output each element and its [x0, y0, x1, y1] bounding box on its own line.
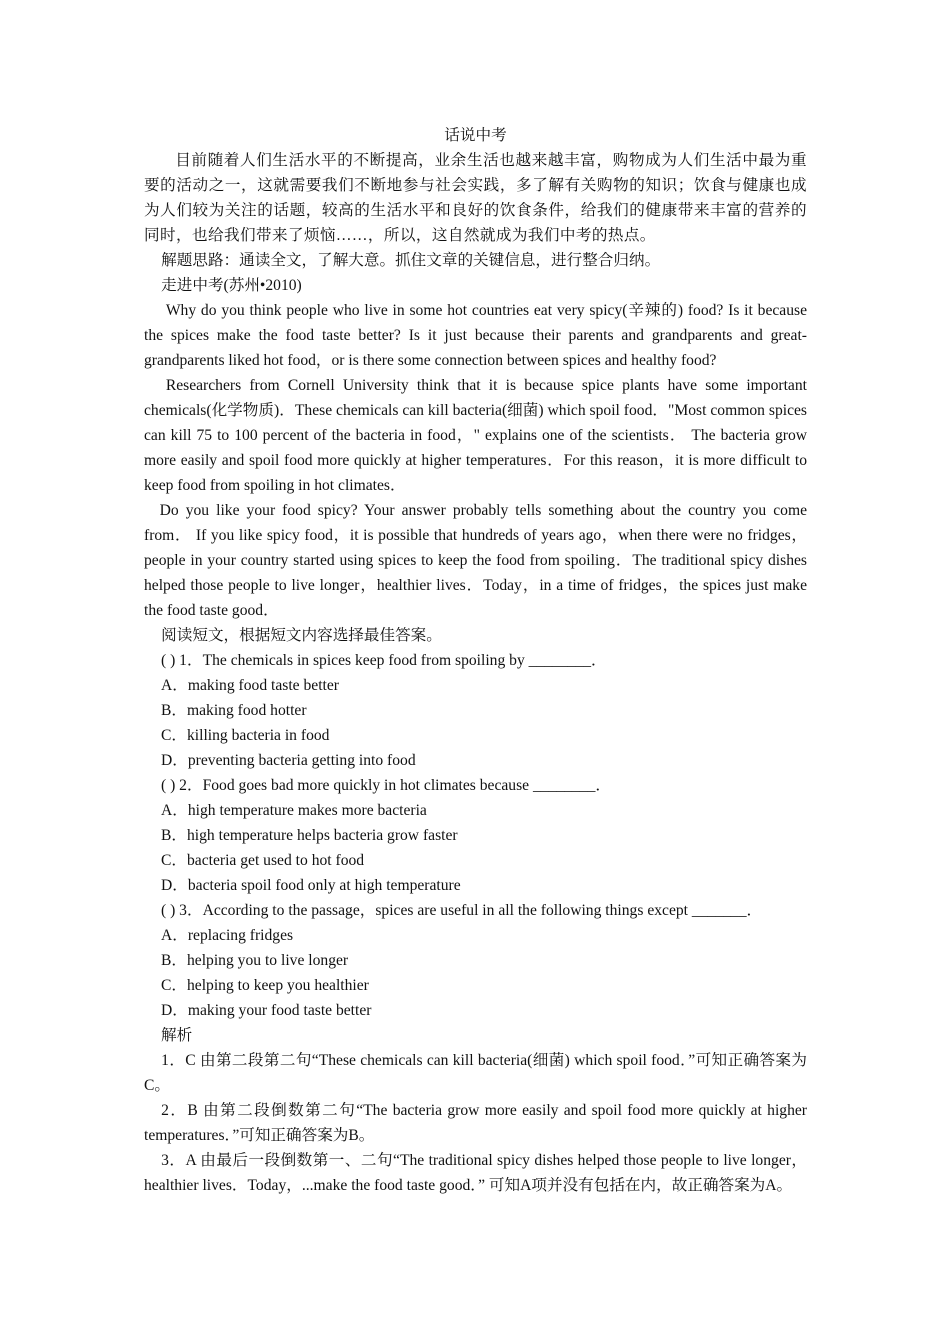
question-2-option-b: B．high temperature helps bacteria grow faster: [161, 827, 458, 844]
question-1-option-c: C．killing bacteria in food: [161, 727, 330, 744]
question-2-option-a: A．high temperature makes more bacteria: [161, 802, 427, 819]
intro-paragraph: 目前随着人们生活水平的不断提高，业余生活也越来越丰富，购物成为人们生活中最为重要的活动之一，这就需要我们不断地参与社会实践，多了解有关购物的知识；饮食与健康也成为人们较为关注的话题，较高的生活水平和良好的饮食条件，给我们的健康带来丰富的营养的同时，也给我们带来了烦恼……，所以，这自然就成为我们中考的热点。: [144, 152, 807, 244]
analysis-2: 2．B 由第二段倒数第二句“The bacteria grow more easily and spoil food more quickly at higher temperatures．”可知正确答案为B。: [144, 1102, 807, 1144]
exam-heading: 走进中考(苏州•2010): [161, 277, 302, 294]
question-2-option-c: C．bacteria get used to hot food: [161, 852, 365, 869]
question-1-option-b: B．making food hotter: [161, 702, 307, 719]
instruction: 阅读短文，根据短文内容选择最佳答案。: [161, 627, 442, 644]
question-1-option-a: A．making food taste better: [161, 677, 339, 694]
question-2-option-d: D．bacteria spoil food only at high temperature: [161, 877, 461, 894]
analysis-3: 3．A 由最后一段倒数第一、二句“The traditional spicy dishes helped those people to live longer，healthier lives．Today，...make the food taste good．” 可知A项并没有包括在内，故正确答案为A。: [144, 1152, 807, 1194]
passage-paragraph-3: Do you like your food spicy? Your answer probably tells something about the country you come from． If you like spicy food，it is possible that hundreds of years ago，when there were no fridges，people in your country started using spices to keep the food from spoiling．The traditional spicy dishes helped those people to live longer，healthier lives．Today，in a time of fridges，the spices just make the food taste good．: [144, 502, 807, 619]
analysis-heading: 解析: [161, 1027, 193, 1044]
question-3-option-d: D．making your food taste better: [161, 1002, 372, 1019]
question-3-option-c: C．helping to keep you healthier: [161, 977, 369, 994]
document-page: [144, 123, 807, 1198]
solving-approach: 解题思路：通读全文，了解大意。抓住文章的关键信息，进行整合归纳。: [161, 252, 661, 269]
question-2-stem: ( ) 2．Food goes bad more quickly in hot climates because ________．: [161, 777, 611, 794]
question-3-option-a: A．replacing fridges: [161, 927, 294, 944]
question-3-option-b: B．helping you to live longer: [161, 952, 349, 969]
analysis-1: 1．C 由第二段第二句“These chemicals can kill bacteria(细菌) which spoil food．”可知正确答案为C。: [144, 1052, 807, 1094]
passage-paragraph-1: Why do you think people who live in some hot countries eat very spicy(辛辣的) food? Is it because the spices make the food taste better? Is it just because their parents and grandparents and great-grandparents liked hot food，or is there some connection between spices and healthy food?: [144, 302, 807, 369]
passage-paragraph-2: Researchers from Cornell University think that it is because spice plants have some important chemicals(化学物质)．These chemicals can kill bacteria(细菌) which spoil food．"Most common spices can kill 75 to 100 percent of the bacteria in food，" explains one of the scientists． The bacteria grow more easily and spoil food more quickly at higher temperatures．For this reason，it is more difficult to keep food from spoiling in hot climates．: [144, 377, 807, 494]
question-3-stem: ( ) 3．According to the passage，spices are useful in all the following things except _______．: [161, 902, 763, 919]
question-1-stem: ( ) 1．The chemicals in spices keep food from spoiling by ________．: [161, 652, 607, 669]
question-1-option-d: D．preventing bacteria getting into food: [161, 752, 416, 769]
document-title: 话说中考: [444, 127, 507, 144]
